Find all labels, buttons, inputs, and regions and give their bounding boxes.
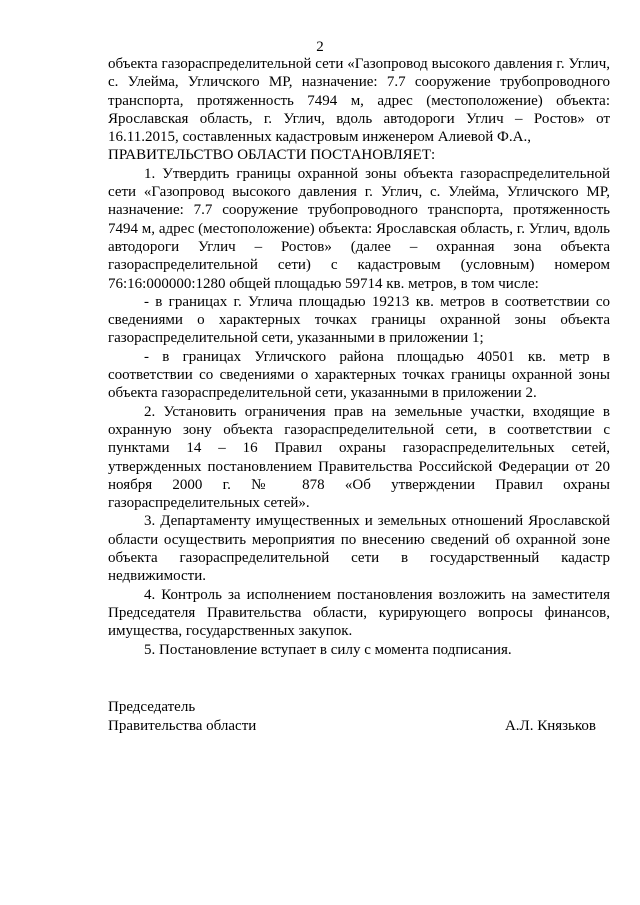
signature-block: [108, 698, 596, 735]
clause-1: 1. Утвердить границы охранной зоны объекта газораспределительной сети «Газопровод высокого давления г. Углич, с. Улейма, Угличского МР, назначение: 7.7 сооружение трубопроводного транспорта, протяженность 7494 м, адрес (местоположение) объекта: Ярославская область, г. Углич, вдоль автодороги Углич – Ростов» (далее – охранная зона объекта газораспределительной сети) с кадастровым (условным) номером 76:16:000000:1280 общей площадью 59714 кв. метров, в том числе:: [108, 165, 610, 292]
clause-1-item-uglich: - в границах г. Углича площадью 19213 кв. метров в соответствии со сведениями о характерных точках границы охранной зоны объекта газораспределительной сети, указанными в приложении 1;: [108, 293, 610, 347]
document-body: [108, 55, 610, 659]
signatory-title-line2: Правительства области: [108, 717, 257, 734]
clause-1-item-district: - в границах Угличского района площадью 40501 кв. метр в соответствии со сведениями о характерных точках границы охранной зоны объекта газораспределительной сети, указанными в приложении 2.: [108, 348, 610, 402]
clause-2: 2. Установить ограничения прав на земельные участки, входящие в охранную зону объекта газораспределительной сети, в соответствии с пунктами 14 – 16 Правил охраны газораспределительных сетей, утвержденных постановлением Правительства Российской Федерации от 20 ноября 2000 г. № 878 «Об утверждении Правил охраны газораспределительных сетей».: [108, 403, 610, 512]
signatory-title-line1: Председатель: [108, 699, 196, 715]
clause-3: 3. Департаменту имущественных и земельных отношений Ярославской области осуществить мероприятия по внесению сведений об охранной зоне объекта газораспределительной сети в государственный кадастр недвижимости.: [108, 513, 610, 585]
clause-5: 5. Постановление вступает в силу с момента подписания.: [144, 641, 512, 658]
paragraph-preamble-continuation: объекта газораспределительной сети «Газопровод высокого давления г. Углич, с. Улейма, Угличского МР, назначение: 7.7 сооружение трубопроводного транспорта, протяженность 7494 м, адрес (местоположение) объекта: Ярославская область, г. Углич, вдоль автодороги Углич – Ростов» от 16.11.2015, составленных кадастровым инженером Алиевой Ф.А.,: [108, 56, 610, 146]
signature-row: [108, 717, 596, 736]
resolution-heading: ПРАВИТЕЛЬСТВО ОБЛАСТИ ПОСТАНОВЛЯЕТ:: [108, 147, 436, 164]
signatory-name: А.Л. Князьков: [504, 717, 596, 734]
page-number: 2: [316, 39, 324, 55]
clause-4: 4. Контроль за исполнением постановления возложить на заместителя Председателя Правительства области, курирующего вопросы финансов, имущества, государственных закупок.: [108, 586, 610, 640]
